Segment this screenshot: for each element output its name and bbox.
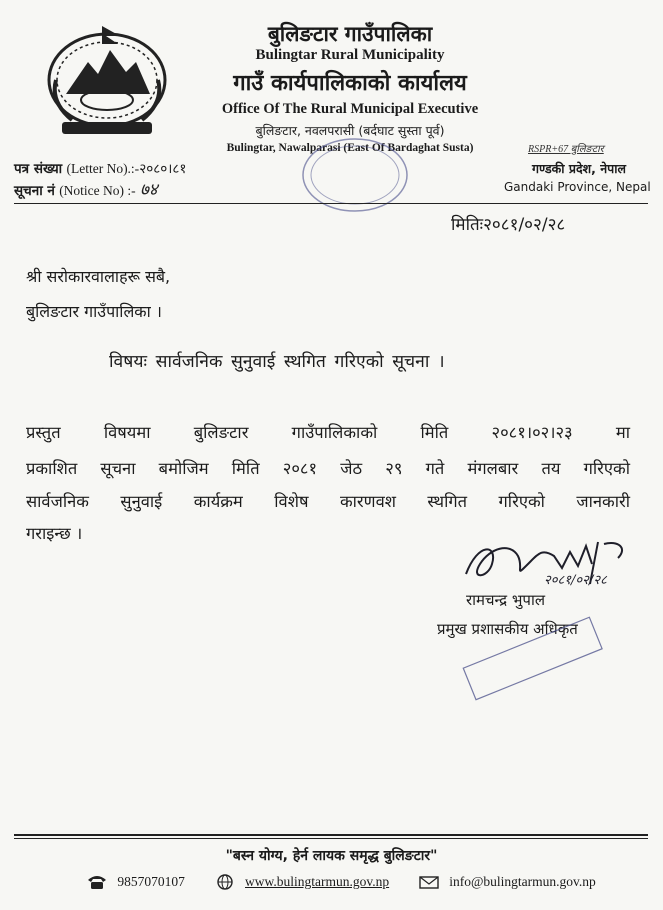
official-stamp — [456, 612, 606, 702]
body-line-1: प्रस्तुत विषयमा बुलिङटार गाउँपालिकाको मिति २०८१।०२।२३ मा — [26, 423, 630, 442]
notice-number-label-en: (Notice No) :- — [59, 183, 136, 198]
signatory-name: रामचन्द्र भुपाल — [466, 591, 546, 609]
body-line-4: गराइन्छ । — [26, 524, 83, 543]
footer-divider-top — [14, 834, 648, 836]
letter-number-label-en: (Letter No).:- — [66, 161, 140, 176]
telephone-icon — [86, 874, 108, 890]
address-en: Bulingtar, Nawalparasi (East Of Bardaghat Susta) — [226, 142, 474, 154]
recipient-line-1: श्री सरोकारवालाहरू सबै, — [26, 267, 171, 286]
letter-number-label-np: पत्र संख्या — [14, 161, 63, 177]
nepal-government-emblem-icon — [36, 22, 178, 140]
province-en: Gandaki Province, Nepal — [504, 180, 651, 194]
recipient-line-2: बुलिङटार गाउँपालिका । — [26, 302, 162, 321]
footer-slogan: "बस्न योग्य, हेर्न लायक समृद्ध बुलिङटार" — [225, 848, 438, 864]
footer-email[interactable]: info@bulingtarmun.gov.np — [449, 873, 596, 889]
municipality-name-en: Bulingtar Rural Municipality — [255, 47, 445, 63]
letter-number — [14, 159, 186, 177]
body-line-3: सार्वजनिक सुनुवाई कार्यक्रम विशेष कारणवश स्थगित गरिएको जानकारी — [26, 492, 630, 511]
footer-phone: 9857070107 — [117, 873, 185, 889]
footer-divider-bottom — [14, 838, 648, 839]
address-np: बुलिङटार, नवलपरासी (बर्दघाट सुस्ता पूर्व) — [255, 123, 445, 138]
header-divider — [14, 203, 648, 204]
office-name-en: Office Of The Rural Municipal Executive — [221, 101, 479, 117]
reference-code: RSPR+67 बुलिङटार — [528, 144, 604, 155]
municipality-name-np: बुलिङटार गाउँपालिका — [267, 22, 433, 46]
body-line-2: प्रकाशित सूचना बमोजिम मिति २०८१ जेठ २९ गते मंगलबार तय गरिएको — [26, 459, 630, 478]
signature-date: २०८१/०२/२८ — [544, 573, 607, 588]
footer-contact-row — [86, 873, 596, 890]
subject-line: विषयः सार्वजनिक सुनुवाई स्थगित गरिएको सूचना । — [109, 352, 445, 372]
envelope-icon — [418, 874, 440, 890]
notice-number — [14, 177, 158, 200]
handwritten-signature — [458, 534, 653, 594]
office-name-np: गाउँ कार्यपालिकाको कार्यालय — [233, 71, 467, 96]
footer-website-link[interactable]: www.bulingtarmun.gov.np — [245, 873, 390, 889]
notice-number-label-np: सूचना नं — [14, 183, 55, 199]
letter-number-value: २०८०।८१ — [139, 161, 187, 177]
document-date: मितिः२०८१/०२/२८ — [451, 215, 566, 235]
globe-icon — [214, 874, 236, 890]
province-np: गण्डकी प्रदेश, नेपाल — [532, 161, 626, 176]
signatory-title: प्रमुख प्रशासकीय अधिकृत — [437, 620, 578, 638]
notice-number-value: ७४ — [139, 180, 158, 200]
